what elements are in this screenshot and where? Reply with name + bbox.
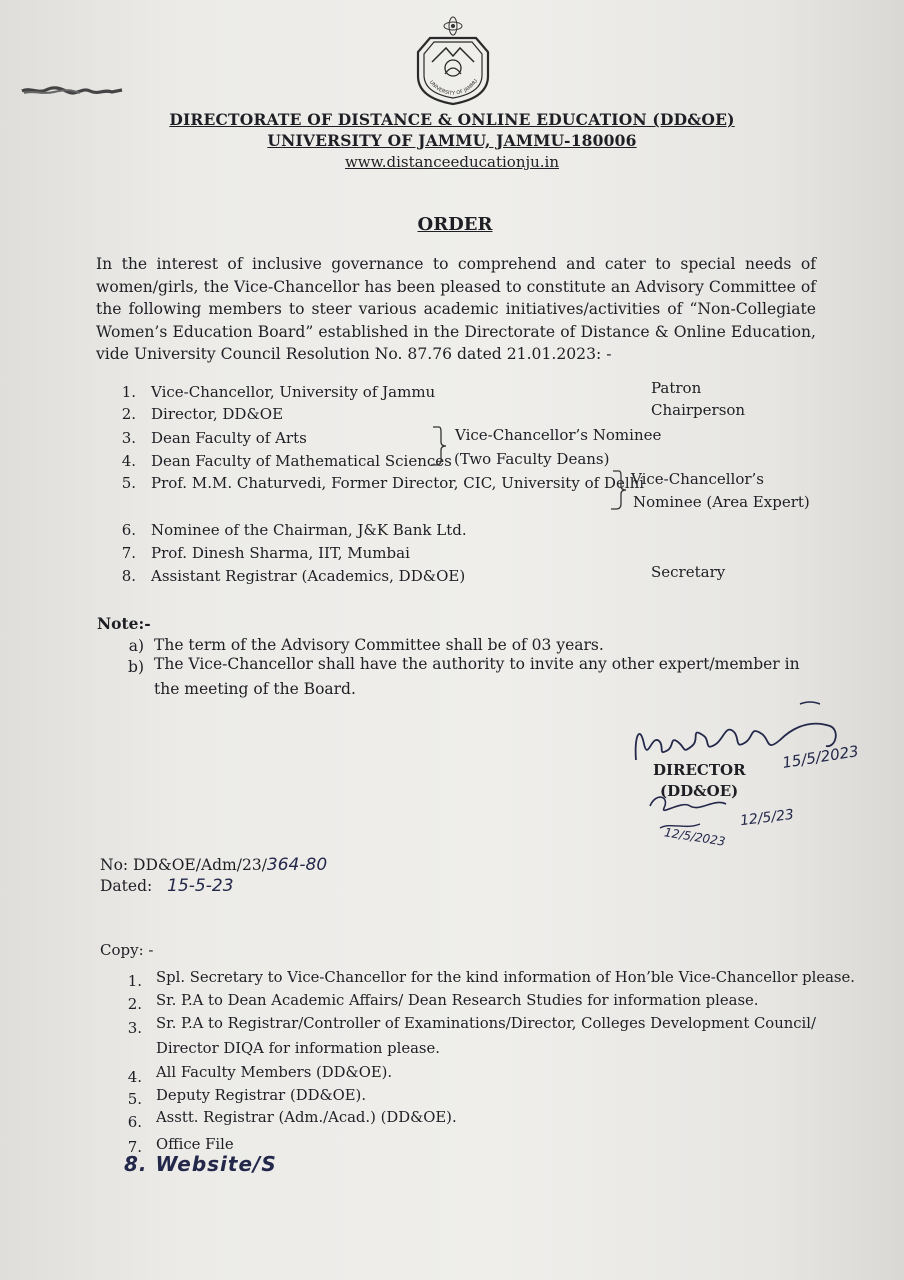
- redacted-scribble: [20, 84, 125, 98]
- university-seal-icon: [408, 14, 498, 106]
- copy-number: 3.: [127, 1019, 142, 1037]
- ref-dated-label: Dated:: [100, 877, 153, 895]
- copy-number: 5.: [127, 1090, 142, 1108]
- member-number: 8.: [121, 567, 136, 585]
- university-heading: UNIVERSITY OF JAMMU, JAMMU-180006: [267, 131, 637, 150]
- member-number: 2.: [121, 405, 136, 423]
- copy-number: 1.: [127, 972, 142, 990]
- member-role: Patron: [651, 379, 702, 397]
- member-name: Vice-Chancellor, University of Jammu: [151, 383, 436, 401]
- copy-text: Deputy Registrar (DD&OE).: [156, 1087, 367, 1104]
- copy-number: 4.: [127, 1068, 142, 1086]
- ref-number-label: No: DD&OE/Adm/23/: [100, 856, 267, 874]
- member-number: 6.: [121, 521, 136, 539]
- svg-text:UNIVERSITY OF JAMMU: [428, 78, 479, 97]
- member-role: (Two Faculty Deans): [454, 450, 610, 468]
- seal-text: UNIVERSITY OF JAMMU: [427, 78, 480, 97]
- member-role: Secretary: [651, 563, 726, 581]
- signature-dept: (DD&OE): [660, 782, 739, 800]
- note-text: the meeting of the Board.: [154, 680, 356, 698]
- copy-text: Sr. P.A to Dean Academic Affairs/ Dean Research Studies for information please.: [156, 992, 759, 1009]
- member-number: 1.: [121, 383, 136, 401]
- member-name: Dean Faculty of Mathematical Sciences: [151, 452, 452, 470]
- copy-text: All Faculty Members (DD&OE).: [156, 1064, 393, 1081]
- member-role: Vice-Chancellor’s: [631, 470, 764, 488]
- ref-number: [100, 855, 327, 875]
- copy-text: Sr. P.A to Registrar/Controller of Examinations/Director, Colleges Development Council/: [156, 1015, 816, 1032]
- ref-number-hand: 364-80: [266, 855, 328, 875]
- note-label: Note:-: [97, 614, 151, 633]
- member-role: Vice-Chancellor’s Nominee: [455, 426, 662, 444]
- order-title: ORDER: [417, 214, 493, 235]
- body-line: vide University Council Resolution No. 87.76 dated 21.01.2023: -: [96, 345, 612, 363]
- bracket-icon: [610, 468, 632, 512]
- member-name: Prof. M.M. Chaturvedi, Former Director, CIC, University of Delhi: [151, 474, 645, 492]
- initial-date-2: 12/5/2023: [663, 825, 727, 849]
- member-role: Chairperson: [651, 401, 746, 419]
- copy-label: Copy: -: [100, 941, 154, 959]
- member-number: 7.: [121, 544, 136, 562]
- note-text: The Vice-Chancellor shall have the authority to invite any other expert/member in: [154, 655, 800, 673]
- note-letter: b): [128, 658, 144, 676]
- body-line: the following members to steer various academic initiatives/activities of “Non-Collegiate: [96, 300, 816, 318]
- copy-number: 7.: [127, 1138, 142, 1156]
- order-body: [96, 253, 816, 366]
- member-number: 3.: [121, 429, 136, 447]
- copy-handwritten-item: 8. Website/S: [124, 1152, 277, 1176]
- ref-dated: [100, 876, 234, 896]
- copy-number: 6.: [127, 1113, 142, 1131]
- member-name: Assistant Registrar (Academics, DD&OE): [151, 567, 466, 585]
- bracket-icon: [430, 424, 450, 468]
- copy-text: Director DIQA for information please.: [156, 1040, 440, 1057]
- body-line: In the interest of inclusive governance to comprehend and cater to special needs of: [96, 255, 816, 273]
- member-number: 4.: [121, 452, 136, 470]
- ref-dated-hand: 15-5-23: [167, 876, 234, 896]
- member-number: 5.: [121, 474, 136, 492]
- signature-date: 15/5/2023: [781, 742, 860, 772]
- signature-title: DIRECTOR: [653, 761, 746, 779]
- note-letter: a): [128, 637, 144, 655]
- copy-number: 2.: [127, 995, 142, 1013]
- website-link[interactable]: www.distanceeducationju.in: [344, 153, 560, 171]
- copy-text: Spl. Secretary to Vice-Chancellor for the kind information of Hon’ble Vice-Chancellor please.: [156, 969, 855, 986]
- body-line: women/girls, the Vice-Chancellor has been pleased to constitute an Advisory Committee of: [96, 277, 816, 296]
- copy-text: Asstt. Registrar (Adm./Acad.) (DD&OE).: [156, 1109, 457, 1126]
- member-name: Director, DD&OE: [151, 405, 284, 423]
- member-name: Dean Faculty of Arts: [151, 429, 307, 447]
- member-role-cont: Nominee (Area Expert): [633, 493, 810, 511]
- copy-text: Office File: [156, 1136, 234, 1153]
- directorate-heading: DIRECTORATE OF DISTANCE & ONLINE EDUCATION (DD&OE): [169, 110, 735, 129]
- body-line: Women’s Education Board” established in the Directorate of Distance & Online Education,: [96, 322, 816, 341]
- note-text: The term of the Advisory Committee shall be of 03 years.: [154, 636, 604, 654]
- member-name: Prof. Dinesh Sharma, IIT, Mumbai: [151, 544, 410, 562]
- member-name: Nominee of the Chairman, J&K Bank Ltd.: [151, 521, 467, 539]
- initial-date: 12/5/23: [739, 806, 795, 830]
